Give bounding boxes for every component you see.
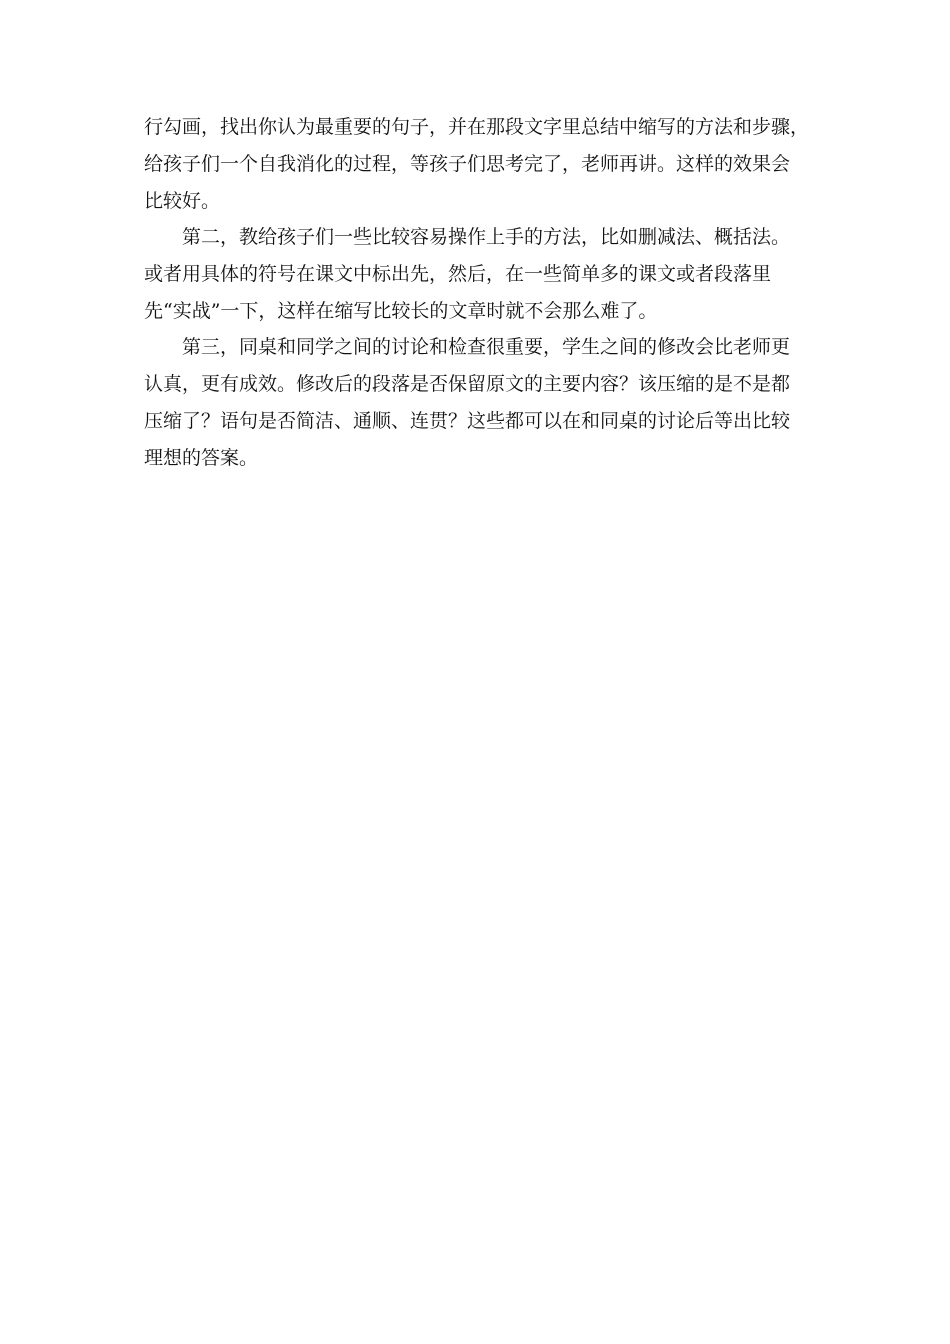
text-line: 比较好。 xyxy=(144,190,221,212)
text-line: 或者用具体的符号在课文中标出先，然后，在一些简单多的课文或者段落里 xyxy=(144,263,772,285)
text-line: 给孩子们一个自我消化的过程，等孩子们思考完了，老师再讲。这样的效果会 xyxy=(144,153,791,175)
text-line: 先“实战”一下，这样在缩写比较长的文章时就不会那么难了。 xyxy=(144,300,658,322)
paragraph-3 xyxy=(144,332,844,473)
text-line: 压缩了？语句是否简洁、通顺、连贯？这些都可以在和同桌的讨论后等出比较 xyxy=(144,410,791,432)
text-line: 第三，同桌和同学之间的讨论和检查很重要，学生之间的修改会比老师更 xyxy=(182,336,791,358)
paragraph-2 xyxy=(144,222,844,326)
text-line: 认真，更有成效。修改后的段落是否保留原文的主要内容？该压缩的是不是都 xyxy=(144,373,791,395)
text-line: 行勾画，找出你认为最重要的句子，并在那段文字里总结中缩写的方法和步骤， xyxy=(144,116,810,138)
document-body xyxy=(144,112,844,473)
text-line: 理想的答案。 xyxy=(144,447,259,469)
paragraph-1 xyxy=(144,112,844,216)
text-line: 第二，教给孩子们一些比较容易操作上手的方法，比如删减法、概括法。 xyxy=(182,226,791,248)
